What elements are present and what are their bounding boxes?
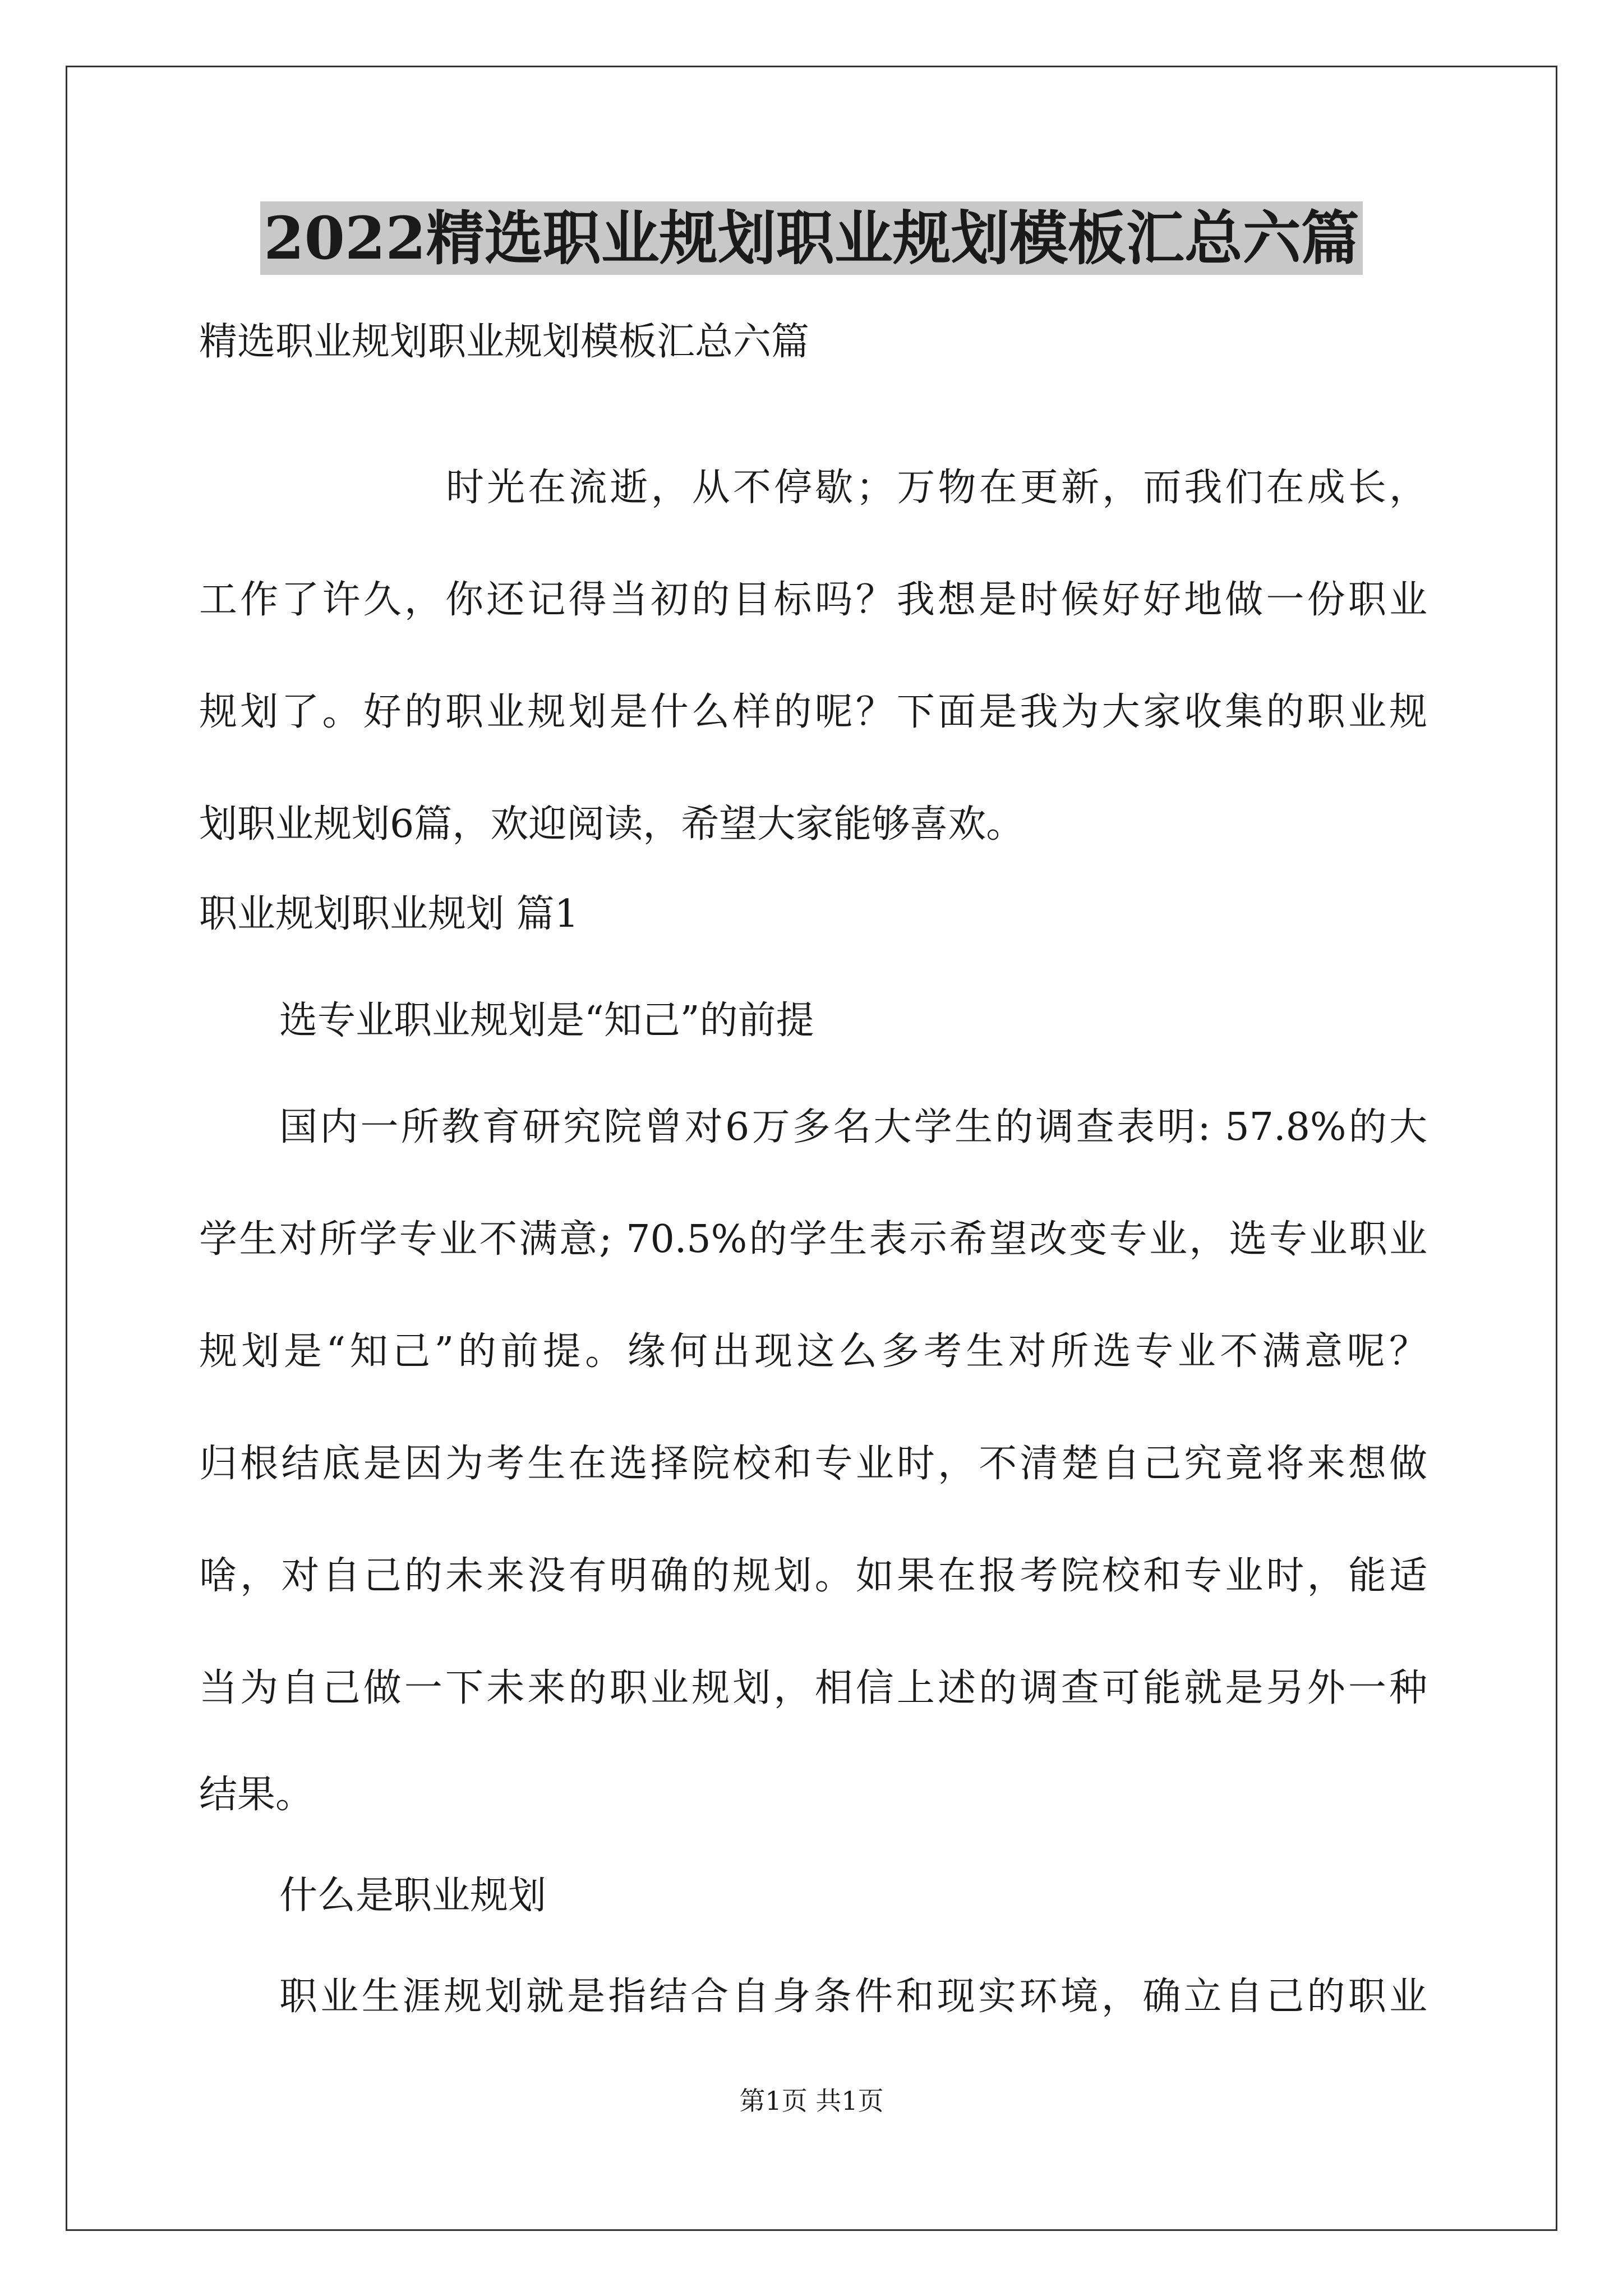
page-footer [0, 2084, 1623, 2118]
intro-line-1: 时光在流逝，从不停歇；万物在更新，而我们在成长， [446, 466, 1427, 510]
title-highlight: 2022精选职业规划职业规划模板汇总六篇 [260, 201, 1362, 275]
paragraph-1-line-4: 归根结底是因为考生在选择院校和专业时，不清楚自己究竟将来想做 [199, 1442, 1427, 1486]
paragraph-1-line-6: 当为自己做一下未来的职业规划，相信上述的调查可能就是另外一种 [199, 1666, 1427, 1710]
paragraph-1-line-3: 规划是“知己”的前提。缘何出现这么多考生对所选专业不满意呢？ [199, 1329, 1427, 1374]
paragraph-1-line-7: 结果。 [199, 1773, 314, 1817]
sub-heading-2: 什么是职业规划 [279, 1874, 547, 1918]
sub-heading-1: 选专业职业规划是“知己”的前提 [279, 999, 814, 1043]
document-title [0, 196, 1623, 280]
subtitle: 精选职业规划职业规划模板汇总六篇 [199, 320, 810, 364]
paragraph-2-line-1: 职业生涯规划就是指结合自身条件和现实环境，确立自己的职业 [279, 1975, 1427, 2019]
intro-line-4: 划职业规划6篇，欢迎阅读，希望大家能够喜欢。 [199, 802, 1025, 846]
intro-line-3: 规划了。好的职业规划是什么样的呢？下面是我为大家收集的职业规 [199, 690, 1427, 734]
paragraph-1-line-1: 国内一所教育研究院曾对6万多名大学生的调查表明: 57.8%的大 [279, 1105, 1427, 1149]
paragraph-1-line-5: 啥，对自己的未来没有明确的规划。如果在报考院校和专业时，能适 [199, 1554, 1427, 1598]
page-number-label: 第1页 共1页 [739, 2086, 884, 2116]
section-heading: 职业规划职业规划 篇1 [199, 892, 579, 936]
paragraph-1-line-2: 学生对所学专业不满意; 70.5%的学生表示希望改变专业，选专业职业 [199, 1217, 1427, 1262]
intro-line-2: 工作了许久，你还记得当初的目标吗？我想是时候好好地做一份职业 [199, 578, 1427, 622]
